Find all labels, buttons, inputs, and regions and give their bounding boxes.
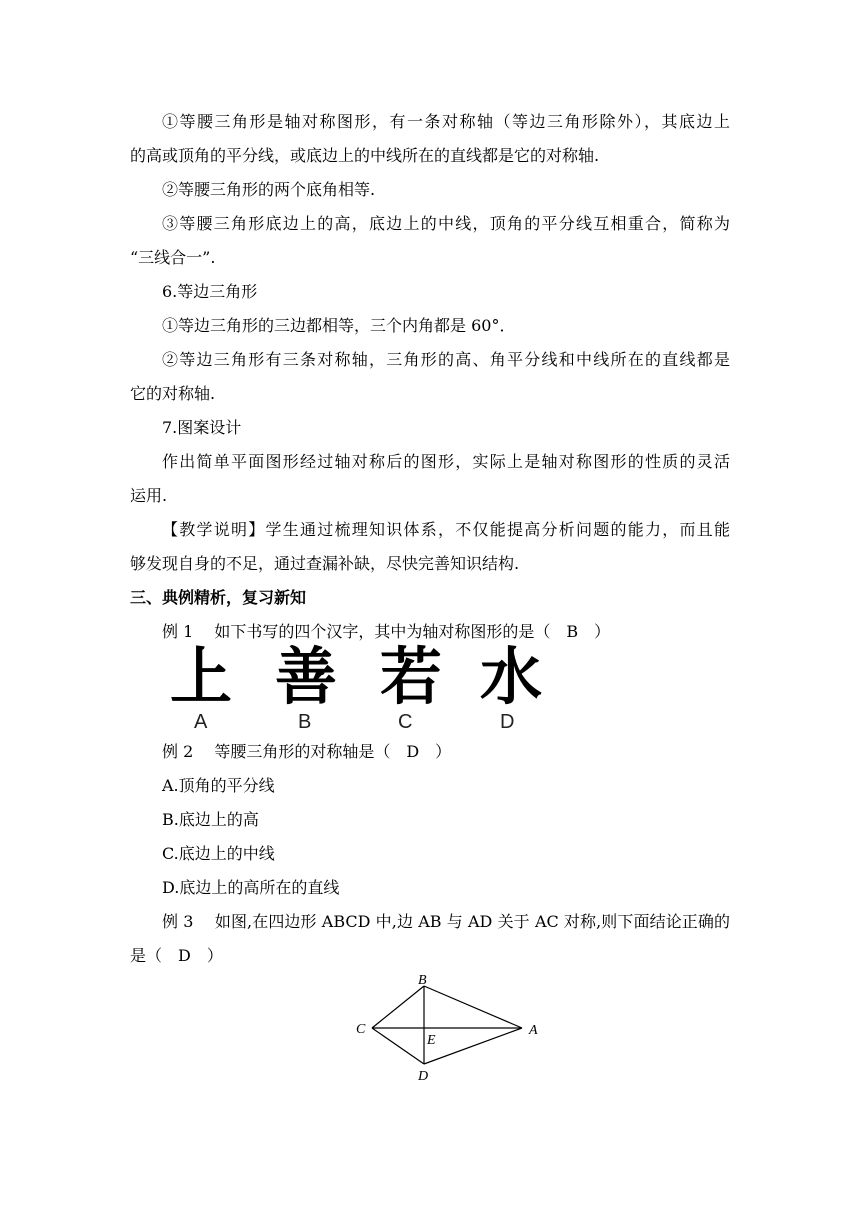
point-label-a: A xyxy=(529,1023,538,1038)
point-label-b: B xyxy=(418,973,427,988)
paragraph-teaching-note-line2: 够发现自身的不足，通过查漏补缺，尽快完善知识结构. xyxy=(130,554,520,573)
character-option-d: 水 xyxy=(480,640,543,713)
paragraph-three-lines-line1: ③等腰三角形底边上的高，底边上的中线，顶角的平分线互相重合，简称为 xyxy=(162,214,730,233)
paragraph-isosceles-axis-line1: ①等腰三角形是轴对称图形，有一条对称轴（等边三角形除外），其底边上 xyxy=(162,112,730,131)
example-1-question: 例 1 如下书写的四个汉字，其中为轴对称图形的是（ B ） xyxy=(162,622,611,641)
paragraph-teaching-note-line1: 【教学说明】学生通过梳理知识体系，不仅能提高分析问题的能力，而且能 xyxy=(162,520,730,539)
example-2-option-c: C.底边上的中线 xyxy=(162,844,275,863)
paragraph-pattern-line1: 作出简单平面图形经过轴对称后的图形，实际上是轴对称图形的性质的灵活 xyxy=(162,452,730,471)
point-label-d: D xyxy=(418,1069,429,1084)
character-label-b: B xyxy=(298,711,312,733)
segment-dc xyxy=(372,1028,424,1064)
point-label-e: E xyxy=(427,1033,436,1048)
heading-equilateral-triangle: 6.等边三角形 xyxy=(162,282,258,301)
heading-pattern-design: 7.图案设计 xyxy=(162,418,242,437)
character-label-c: C xyxy=(398,711,413,733)
paragraph-equilateral-sides: ①等边三角形的三边都相等，三个内角都是 60°． xyxy=(162,316,516,335)
character-option-c: 若 xyxy=(380,640,443,713)
paragraph-pattern-line2: 运用. xyxy=(130,486,168,505)
character-option-a: 上 xyxy=(170,640,233,713)
paragraph-three-lines-line2: “三线合一”. xyxy=(130,248,216,267)
segment-ba xyxy=(424,986,522,1028)
character-label-d: D xyxy=(500,711,515,733)
example-2-option-d: D.底边上的高所在的直线 xyxy=(162,878,340,897)
example-3-question-line2: 是（ D ） xyxy=(130,946,223,965)
point-label-c: C xyxy=(356,1022,366,1037)
quadrilateral-abcd-figure xyxy=(340,970,560,1090)
section-heading-examples: 三、典例精析，复习新知 xyxy=(130,588,307,607)
segment-ad xyxy=(424,1028,522,1064)
paragraph-equilateral-axes-line1: ②等边三角形有三条对称轴，三角形的高、角平分线和中线所在的直线都是 xyxy=(162,350,730,369)
example-2-question: 例 2 等腰三角形的对称轴是（ D ） xyxy=(162,742,452,761)
example-2-option-a: A.顶角的平分线 xyxy=(162,776,275,795)
example-2-option-b: B.底边上的高 xyxy=(162,810,259,829)
paragraph-base-angles: ②等腰三角形的两个底角相等. xyxy=(162,180,376,199)
character-label-a: A xyxy=(194,711,208,733)
character-option-b: 善 xyxy=(275,640,338,713)
example-3-question-line1: 例 3 如图,在四边形 ABCD 中,边 AB 与 AD 关于 AC 对称,则下面结论正确的 xyxy=(162,912,730,931)
paragraph-isosceles-axis-line2: 的高或顶角的平分线，或底边上的中线所在的直线都是它的对称轴. xyxy=(130,146,600,165)
paragraph-equilateral-axes-line2: 它的对称轴. xyxy=(130,384,216,403)
segment-cb xyxy=(372,986,424,1028)
